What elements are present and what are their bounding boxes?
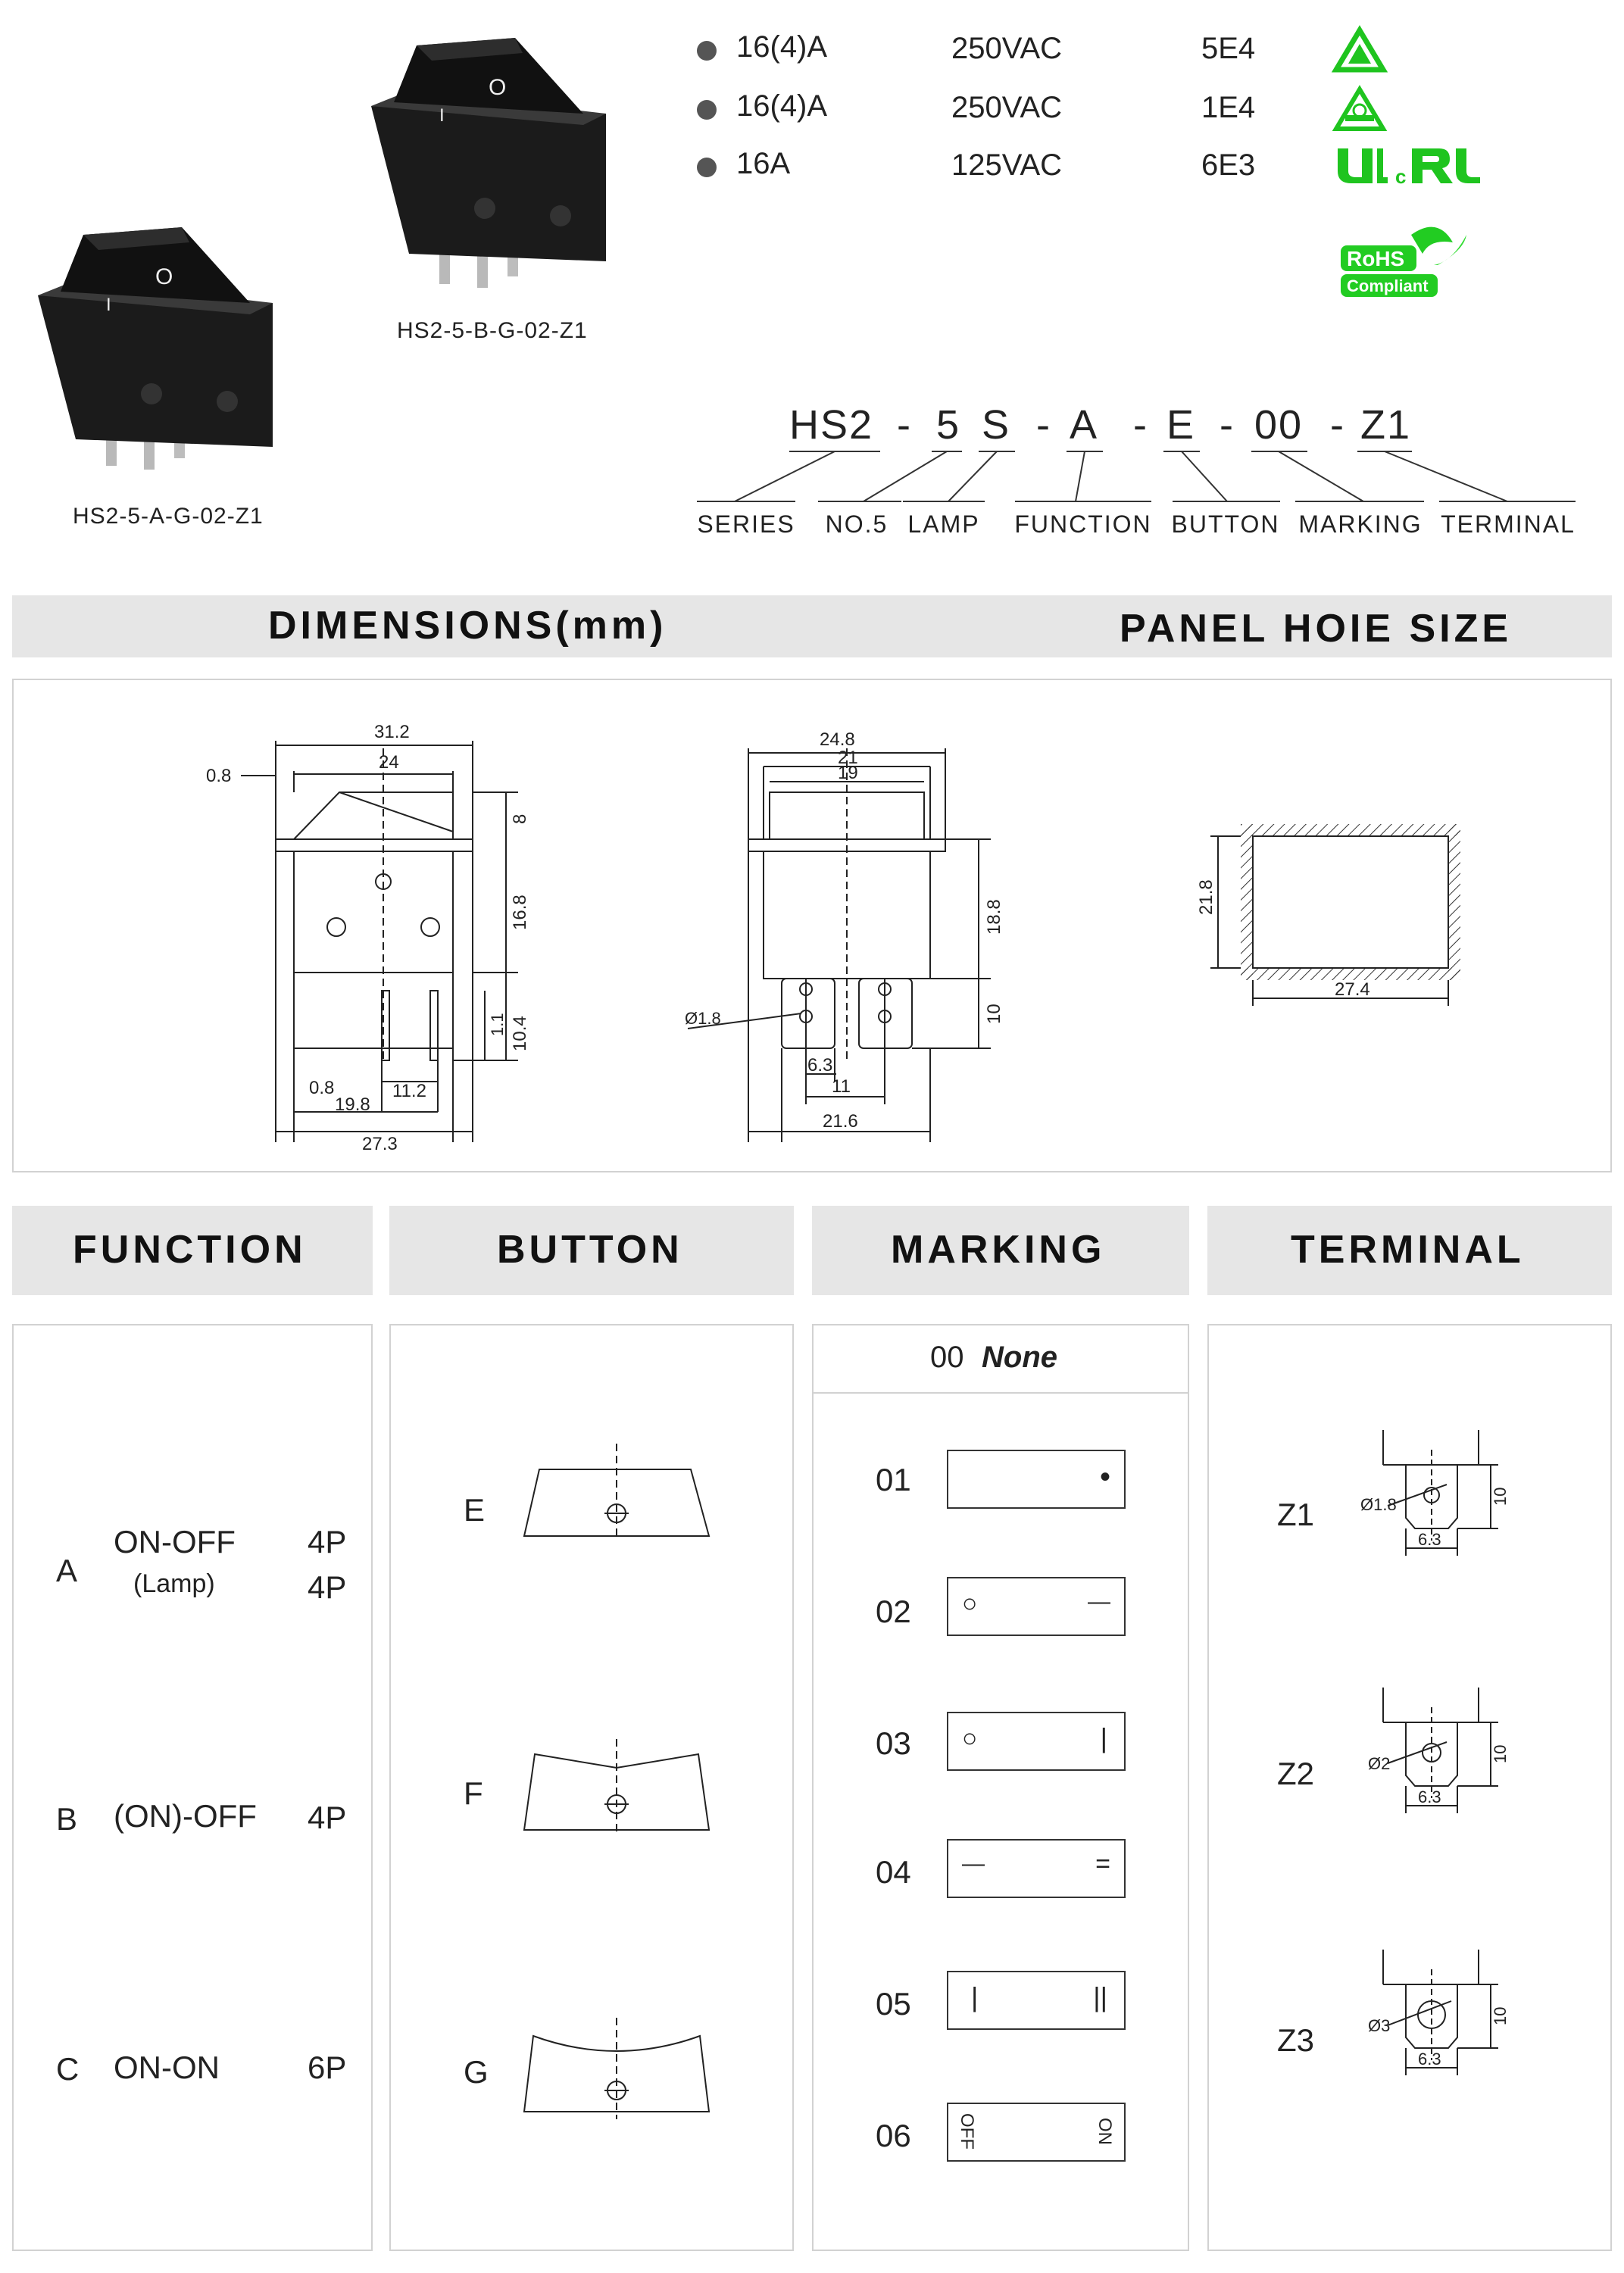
terminal-z1-drawing [1357,1427,1509,1578]
rating-voltage: 250VAC [951,32,1063,65]
product-photo-b [364,30,621,303]
pn-no: 5 [936,402,961,448]
pn-lamp: S [982,402,1011,448]
marking-05-right: || [1093,1981,1107,2012]
terminal-code-z2: Z2 [1277,1756,1315,1791]
panel-hole-drawing [1195,816,1498,1013]
terminal-code-z3: Z3 [1277,2022,1315,2058]
marking-box-05 [947,1971,1126,2030]
pn-button: E [1166,402,1196,448]
rocker-switch-a-image [30,220,288,492]
terminal-z2-width: 6.3 [1418,1787,1441,1806]
rohs-subtitle: Compliant [1347,276,1429,295]
bullet-icon [697,158,717,177]
terminal-z1-hole: Ø1.8 [1360,1495,1397,1514]
dim-front-pin-span: 11.2 [392,1081,426,1101]
dim-side-width-mid: 21 [838,748,858,768]
rocker-a-off-mark: O [155,264,173,289]
marking-02-right: — [1088,1589,1110,1614]
terminal-z2-height: 10 [1491,1744,1510,1763]
marking-04-left: — [962,1851,985,1876]
marking-panel [812,1324,1189,2251]
marking-03-right: | [1100,1722,1107,1753]
pn-label-button: BUTTON [1171,510,1280,538]
rocker-a-on-mark: I [106,295,111,315]
button-shape-g [520,2013,717,2127]
pn-dash: - [1036,402,1051,448]
marking-none-text: None [982,1341,1057,1374]
pn-leader-lines [682,447,1621,507]
dim-front-pin: 1.1 [488,1013,507,1036]
button-panel [389,1324,794,2251]
marking-06-right: ON [1095,2118,1115,2145]
pn-label-no: NO.5 [825,510,889,538]
dim-side-height-terminal: 10 [984,1004,1004,1024]
button-title: BUTTON [497,1228,683,1272]
function-poles-a: 4P [308,1524,347,1560]
svg-text:c: c [1395,165,1407,188]
dim-front-pin-gap: 0.8 [309,1078,335,1098]
function-sub-a: (Lamp) [133,1569,215,1598]
rating-cycles: 6E3 [1201,148,1256,182]
marking-06-left: OFF [957,2113,977,2150]
dim-front-height-rocker: 8 [510,813,530,824]
ul-cert-icon [1333,144,1485,193]
function-title: FUNCTION [73,1228,307,1272]
marking-03-left: ○ [962,1724,978,1753]
pn-dash: - [897,402,912,448]
marking-code-01: 01 [876,1462,911,1497]
pn-dash: - [1133,402,1148,448]
rating-voltage: 125VAC [951,148,1063,182]
marking-02-left: ○ [962,1589,978,1618]
function-code-c: C [56,2051,80,2087]
dim-side-hole: Ø1.8 [685,1009,721,1028]
rating-current: 16(4)A [736,89,828,123]
rating-cycles: 1E4 [1201,91,1256,124]
terminal-title: TERMINAL [1291,1228,1525,1272]
pn-label-series: SERIES [697,510,795,538]
terminal-z2-drawing [1357,1684,1509,1836]
function-name-b: (ON)-OFF [114,1798,257,1834]
dimensions-title: DIMENSIONS(mm) [268,604,667,648]
pn-dash: - [1330,402,1345,448]
terminal-panel [1207,1324,1612,2251]
marking-box-06 [947,2103,1126,2162]
function-poles-a-lamp: 4P [308,1569,347,1605]
pn-series: HS2 [789,402,874,448]
part-number-breakdown [682,401,1621,553]
button-code-f: F [464,1775,483,1811]
dim-front-base-a: 19.8 [335,1094,370,1115]
terminal-z1-width: 6.3 [1418,1530,1441,1549]
rating-current: 16A [736,147,791,180]
terminal-code-z1: Z1 [1277,1497,1315,1532]
terminal-z3-drawing [1357,1947,1509,2098]
dim-side-height-body: 18.8 [984,899,1004,935]
vde-cert-icon [1333,86,1386,136]
function-code-b: B [56,1801,78,1837]
rohs-compliant-badge [1339,220,1468,303]
rocker-switch-b-image [364,30,621,303]
function-poles-c: 6P [308,2050,347,2085]
marking-code-04: 04 [876,1854,911,1890]
dim-front-gap: 0.8 [206,766,232,786]
button-code-g: G [464,2054,489,2090]
rohs-title: RoHS [1347,247,1405,270]
function-poles-b: 4P [308,1800,347,1835]
pn-function: A [1070,402,1099,448]
marking-code-06: 06 [876,2118,911,2153]
front-view-drawing [203,703,582,1154]
side-view-drawing [673,703,1021,1142]
dim-side-width-overall: 24.8 [820,729,855,750]
panel-hole-title: PANEL HOIE SIZE [1120,607,1513,651]
terminal-z3-hole: Ø3 [1368,2016,1391,2035]
dim-front-height-terminal: 10.4 [510,1016,530,1051]
marking-none-row [814,1325,1188,1394]
button-shape-f [520,1734,717,1841]
pn-label-lamp: LAMP [907,510,980,538]
dim-side-width-rocker: 19 [838,763,858,783]
dim-side-terminal-width: 6.3 [807,1055,833,1076]
marking-01-right: • [1099,1460,1110,1494]
marking-box-04 [947,1839,1126,1898]
dim-front-width-rocker: 24 [379,752,399,773]
dim-panel-height: 21.8 [1196,879,1216,915]
function-name-a: ON-OFF [114,1524,236,1560]
ratings-table [697,30,1606,197]
rating-voltage: 250VAC [951,91,1063,124]
rocker-b-off-mark: O [489,75,507,100]
marking-code-02: 02 [876,1594,911,1629]
marking-code-03: 03 [876,1725,911,1761]
dim-front-base-b: 27.3 [362,1134,398,1154]
dim-side-terminal-span: 11 [832,1076,851,1097]
marking-05-left: | [971,1981,979,2012]
pn-label-function: FUNCTION [1014,510,1152,538]
button-code-e: E [464,1492,486,1528]
pn-label-terminal: TERMINAL [1441,510,1576,538]
function-code-a: A [56,1553,78,1588]
product-caption-a: HS2-5-A-G-02-Z1 [73,504,264,529]
dim-side-base: 21.6 [823,1111,858,1132]
marking-box-03 [947,1712,1126,1771]
product-photo-a [30,220,288,492]
enec-cert-icon [1333,27,1386,76]
function-name-c: ON-ON [114,2050,220,2085]
pn-dash: - [1220,402,1235,448]
marking-04-right: = [1095,1850,1110,1878]
dim-panel-width: 27.4 [1335,979,1370,1000]
terminal-z2-hole: Ø2 [1368,1754,1391,1773]
dim-front-height-body: 16.8 [510,895,530,930]
dimensions-panel [12,679,1612,1172]
marking-box-02 [947,1577,1126,1636]
rating-cycles: 5E4 [1201,32,1256,65]
button-shape-e [520,1439,717,1545]
bullet-icon [697,100,717,120]
terminal-z1-height: 10 [1491,1487,1510,1506]
rating-current: 16(4)A [736,30,828,64]
marking-title: MARKING [891,1228,1106,1272]
pn-marking: 00 [1254,402,1304,448]
marking-code-05: 05 [876,1986,911,2022]
dim-front-width-overall: 31.2 [374,722,410,742]
function-panel [12,1324,373,2251]
rocker-b-on-mark: I [439,105,445,126]
bullet-icon [697,41,717,61]
terminal-z3-height: 10 [1491,2006,1510,2025]
marking-box-01 [947,1450,1126,1509]
marking-none-code: 00 [930,1341,964,1374]
pn-label-marking: MARKING [1298,510,1423,538]
terminal-z3-width: 6.3 [1418,2050,1441,2068]
pn-terminal: Z1 [1360,402,1412,448]
product-caption-b: HS2-5-B-G-02-Z1 [397,318,588,343]
